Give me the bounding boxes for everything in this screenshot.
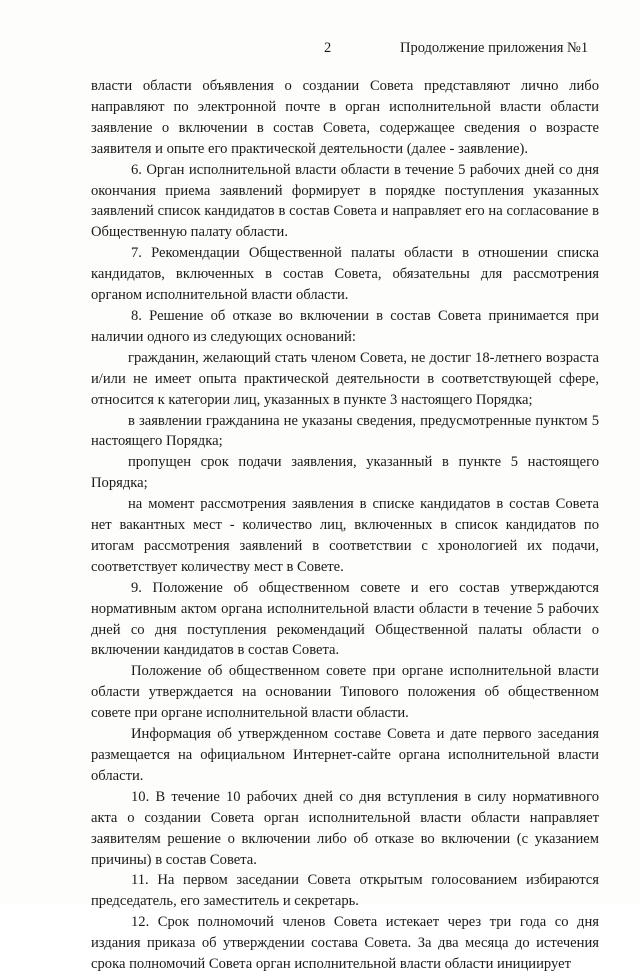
page-number: 2 [324, 40, 332, 56]
paragraph-5-continuation: власти области объявления о создании Совета представляют лично либо направляют по электронной почте в орган исполнительной власти области заявление о включении в состав Совета, содержащее сведения о возрасте заявителя и опыте его практической деятельности (далее - заявление). [91, 78, 599, 157]
paragraph-10: 10. В течение 10 рабочих дней со дня вступления в силу нормативного акта о создании Совета орган исполнительной власти области направляет заявителям решение о включении либо об отказе во включении (с указанием причины) в состав Совета. [91, 788, 599, 868]
continuation-label: Продолжение приложения №1 [400, 40, 589, 56]
paragraph-9-information: Информация об утвержденном составе Совета и дате первого заседания размещается на официальном Интернет-сайте органа исполнительной власти области. [91, 726, 599, 784]
paragraph-7: 7. Рекомендации Общественной палаты области в отношении списка кандидатов, включенных в состав Совета, обязательны для рассмотрения органом исполнительной власти области. [91, 245, 599, 304]
paragraph-9: 9. Положение об общественном совете и его состав утверждаются нормативным актом органа исполнительной власти области в течение 5 рабочих дней со дня поступления рекомендаций Общественной палаты области о включении кандидатов в состав Совета. [91, 579, 599, 659]
paragraph-6: 6. Орган исполнительной власти области в течение 5 рабочих дней со дня окончания приема заявлений формирует в порядке поступления указанных заявлений список кандидатов в состав Совета и направляет его на согласование в Общественную палату области. [91, 161, 599, 241]
paragraph-8: 8. Решение об отказе во включении в состав Совета принимается при наличии одного из следующих оснований: [91, 307, 599, 345]
paragraph-9-regulation: Положение об общественном совете при органе исполнительной власти области утверждается на основании Типового положения об общественном совете при органе исполнительной власти области. [91, 663, 599, 722]
refusal-ground-3: пропущен срок подачи заявления, указанный в пункте 5 настоящего Порядка; [91, 454, 599, 492]
refusal-ground-4: на момент рассмотрения заявления в списке кандидатов в состав Совета нет вакантных мест - количество лиц, включенных в список кандидатов по итогам рассмотрения заявлений в соответствии с хронологией их подачи, соответствует количеству мест в Совете. [91, 496, 599, 575]
page-header [0, 40, 640, 60]
document-body [91, 76, 599, 975]
refusal-ground-2: в заявлении гражданина не указаны сведения, предусмотренные пунктом 5 настоящего Порядка; [91, 412, 599, 450]
paragraph-11: 11. На первом заседании Совета открытым голосованием избираются председатель, его заместитель и секретарь. [91, 872, 599, 910]
paragraph-12: 12. Срок полномочий членов Совета истекает через три года со дня издания приказа об утверждении состава Совета. За два месяца до истечения срока полномочий Совета орган исполнительной власти области инициирует [91, 914, 599, 973]
refusal-ground-1: гражданин, желающий стать членом Совета, не достиг 18-летнего возраста и/или не имеет опыта практической деятельности в соответствующей сфере, относится к категории лиц, указанных в пункте 3 настоящего Порядка; [91, 349, 599, 408]
